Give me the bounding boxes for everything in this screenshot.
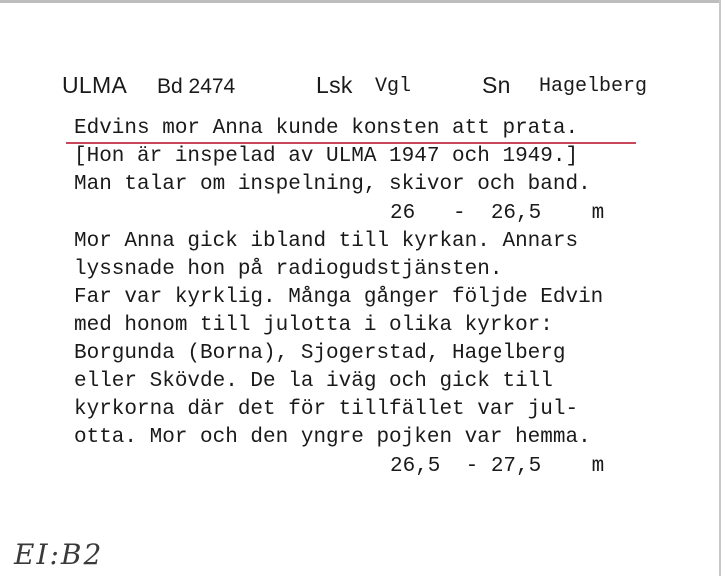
parish-label: Sn (482, 72, 511, 98)
parish-value: Hagelberg (539, 75, 648, 98)
province-value: Vgl (375, 75, 412, 98)
text-line: Mor Anna gick ibland till kyrkan. Annars (74, 230, 579, 253)
text-line: kyrkorna där det för tillfället var jul- (74, 398, 579, 421)
province-label: Lsk (316, 72, 353, 98)
text-line: otta. Mor och den yngre pojken var hemma. (74, 426, 591, 449)
text-line: med honom till julotta i olika kyrkor: (74, 314, 553, 337)
text-line: Far var kyrklig. Många gånger följde Edvin (74, 286, 604, 309)
card-top-edge (0, 0, 721, 3)
archive-value: Bd 2474 (157, 75, 236, 98)
text-line: Borgunda (Borna), Sjogerstad, Hagelberg (74, 342, 566, 365)
text-line: [Hon är inspelad av ULMA 1947 och 1949.] (74, 145, 579, 168)
text-line: Man talar om inspelning, skivor och band. (74, 173, 591, 196)
measurement-line: 26,5 - 27,5 m (390, 455, 605, 478)
text-line: Edvins mor Anna kunde konsten att prata. (74, 117, 579, 140)
card-header (62, 72, 682, 102)
handwritten-signature: EI:B2 (14, 538, 104, 571)
text-line: lyssnade hon på radiogudstjänsten. (74, 258, 503, 281)
text-line: eller Skövde. De la iväg och gick till (74, 370, 553, 393)
measurement-line: 26 - 26,5 m (390, 202, 605, 225)
archive-label: ULMA (62, 72, 128, 98)
